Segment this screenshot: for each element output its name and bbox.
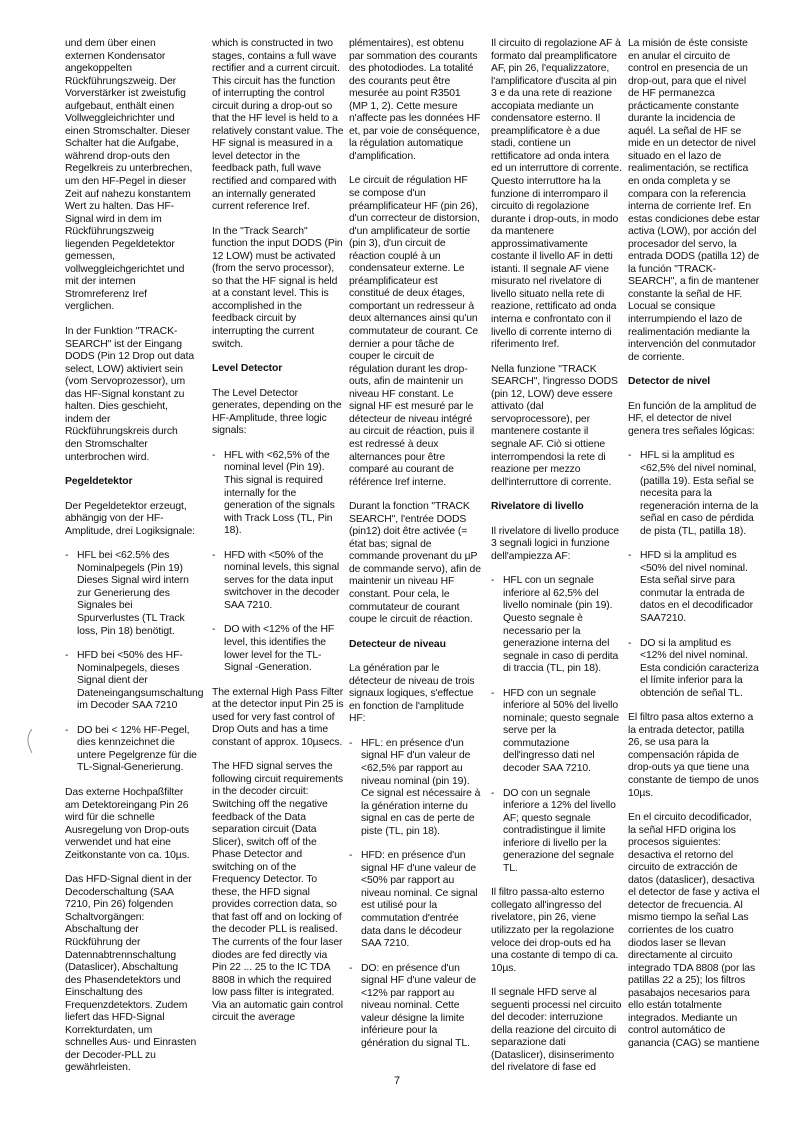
signal-list-item: - HFL with <62,5% of the nominal level (Pin 19). This signal is required internally for the generation of the signals with Track Loss (TL, Pin 18).: [212, 450, 344, 538]
paragraph: Il rivelatore di livello produce 3 segnali logici in funzione dell'ampiezza AF:: [491, 525, 619, 562]
paragraph: Das HFD-Signal dient in der Decoderschaltung (SAA 7210, Pin 26) folgenden Schaltvorgängen: Abschaltung der Rückführung der Datennabtrennschaltung (Dataslicer), Abschaltung des Phasendetektors und Einschaltung des Frequenzdetektors. Zudem liefert das HFD-Signal Korrekturdaten, um schnelles Aus- und Einrasten der Decoder-PLL zu gewährleisten.: [65, 874, 197, 1074]
paragraph: En función de la amplitud de HF, el detector de nivel genera tres señales lógicas:: [628, 400, 757, 437]
paragraph: plémentaires), est obtenu par sommation des courants des photodiodes. La totalité des courants peut être mesurée au point R3501 (MP 1, 2). Cette mesure n'affecte pas les données HF et, par voie de conséquence, la régulation automatique d'amplification.: [349, 38, 481, 162]
signal-list: [349, 738, 481, 1051]
section-heading: Detecteur de niveau: [349, 638, 446, 650]
paragraph: La génération par le détecteur de niveau de trois signaux logiques, s'effectue en fonction de l'amplitude HF:: [349, 663, 475, 725]
section-heading: Detector de nivel: [628, 376, 711, 388]
paragraph: In der Funktion "TRACK-SEARCH" ist der Eingang DODS (Pin 12 Drop out data select, LOW) aktiviert sein (vom Servoprozessor), um das HF-Signal konstant zu halten. Dies geschieht, indem der Rückführungskreis durch den Stromschalter unterbrochen wird.: [65, 326, 195, 463]
signal-list-item: - DO: en présence d'un signal HF d'une valeur de <12% par rapport au niveau nominal. Cette valeur désigne la limite inférieure pour la génération du signal TL.: [349, 963, 481, 1051]
column-french: [349, 38, 481, 1062]
paragraph: Durant la fonction "TRACK SEARCH", l'entrée DODS (pin12) doit être activée (= état bas; signal de commande provenant du µP de commande servo), afin de maintenir un niveau HF constant. Pour cela, le commutateur de courant coupe le circuit de réaction.: [349, 501, 481, 626]
signal-list-item: - DO con un segnale inferiore a 12% del livello AF; questo segnale contradistingue il limite inferiore di livello per la generazione del segnale TL.: [491, 788, 623, 876]
signal-list-item: - HFD con un segnale inferiore al 50% del livello nominale; questo segnale serve per la commutazione dell'ingresso dati nel decoder SAA 7210.: [491, 688, 623, 776]
signal-list-item: - HFL con un segnale inferiore al 62,5% del livello nominale (pin 19). Questo segnale è necessario per la generazione interna del segnale in caso di perdita di traccia (TL, pin 18).: [491, 575, 623, 675]
signal-list: [212, 450, 344, 675]
signal-list: [491, 575, 623, 875]
paragraph: Il filtro passa-alto esterno collegato all'ingresso del rivelatore, pin 26, viene utilizzato per la regolazione veloce dei drop-outs ed ha una costante di tempo di ca. 10µs.: [491, 887, 619, 974]
paragraph: En el circuito decodificador, la señal HFD origina los procesos siguientes: desactiva el retorno del circuito de extracción de datos (dataslicer), desactiva el detector de fase y activa el detector de frecuencia. Al mismo tiempo la señal Las corrientes de los cuatro diodos laser se llevan directamente al circuito integrado TDA 8808 (por las patillas 22 a 25); los filtros pasabajos necesarios para ello están totalmente integrados. Mediante un control automático de ganancia (CAG) se mantiene: [628, 812, 760, 1049]
signal-list-item: - HFD si la amplitud es <50% del nivel nominal. Esta señal sirve para conmutar la entrada de datos en el decodificador SAA7210.: [628, 550, 760, 625]
signal-list-item: - HFD: en présence d'un signal HF d'une valeur de <50% par rapport au niveau nominal. Ce signal est utilisé pour la commutation d'entrée data dans le décodeur SAA 7210.: [349, 850, 481, 950]
signal-list: [628, 450, 760, 700]
paragraph: La misión de éste consiste en anular el circuito de control en presencia de un drop-out, para que el nivel de HF permanezca prácticamente constante durante la incidencia de aquél. La señal de HF se mide en un detector de nivel situado en el lazo de realimentación, se rectifica en onda completa y se compara con la referencia interna de corriente Iref. En estas condiciones debe estar activa (LOW), por acción del procesador del servo, la entrada DODS (patilla 12) de la función "TRACK-SEARCH", a fin de mantener constante la señal de HF. Locual se consique interrumpiendo el lazo de realimentación mediante la intervención del conmutador de corriente.: [628, 38, 760, 363]
paragraph: The Level Detector generates, depending on the HF-Amplitude, three logic signals:: [212, 387, 342, 437]
margin-pencil-mark: [26, 728, 34, 754]
signal-list-item: - HFD bei <50% des HF-Nominalpegels, dieses Signal dient der Dateneingangsumschaltung im Decoder SAA 7210: [65, 650, 197, 713]
signal-list-item: - HFD with <50% of the nominal levels, this signal serves for the data input switchover in the decoder SAA 7210.: [212, 550, 344, 613]
column-italian: [491, 38, 623, 1087]
paragraph: In the "Track Search" function the input DODS (Pin 12 LOW) must be activated (from the servo processor), so that the HF signal is held at a constant level. This is accomplished in the feedback circuit by interrupting the current switch.: [212, 225, 343, 350]
page-number: 7: [393, 1075, 401, 1087]
section-heading: Level Detector: [212, 363, 283, 375]
paragraph: Le circuit de régulation HF se compose d'un préamplificateur HF (pin 26), d'un correcteur de distorsion, d'un amplificateur de sortie (pin 3), d'un circuit de réaction couplé à un condensateur externe. Le préamplificateur est constitué de deux étages, comportant un redresseur à deux alternances ainsi qu'un commutateur de courant. Ce dernier a pour tâche de couper le circuit de régulation durant les drop-outs, afin de maintenir un niveau HF constant. Le signal HF est mesuré par le détecteur de niveau intégré au circuit de réaction, puis il est redressé à deux alternances pour être comparé au courant de référence Iref interne.: [349, 175, 480, 488]
paragraph: Nella funzione "TRACK SEARCH", l'ingresso DODS (pin 12, LOW) deve essere attivato (dal servoprocessore), per mantenere costante il segnale AF. Ciò si ottiene interrompendosi la rete di reazione per mezzo dell'interruttore di corrente.: [491, 363, 618, 488]
column-english: [212, 38, 344, 1037]
paragraph: Der Pegeldetektor erzeugt, abhängig von der HF-Amplitude, drei Logiksignale:: [65, 500, 195, 537]
paragraph: Il circuito di regolazione AF à formato dal preamplificatore AF, pin 26, l'equalizzatore, l'amplificatore d'uscita al pin 3 e da una rete di reazione accopiata mediante un condensatore esterno. Il preamplificatore è a due stadi, contiene un rettificatore ad onda intera ed un interruttore di corrente. Questo interruttore ha la funzione di interromparo il circuito di regolazione durante i drop-outs, in modo da mantenere approssimativamente costante il livello AF in detti istanti. Il segnale AF viene misurato nel rivelatore di livello situato nella rete di reazione, rettificato ad onda interna e confrontato con il livello di corrente interno di riferimento Iref.: [491, 38, 622, 351]
paragraph: und dem über einen externen Kondensator angekoppelten Rückführungszweig. Der Vorverstärker ist zweistufig aufgebaut, enthält einen Vollweggleichrichter und einen Stromschalter. Dieser Schalter hat die Aufgabe, während drop-outs den Regelkreis zu unterbrechen, um den HF-Pegel in dieser Zeit auf nahezu konstantem Wert zu halten. Das HF-Signal wird in dem im Rückführungszweig liegenden Pegeldetektor gemessen, vollweggleichgerichtet und mit der internen Stromreferenz Iref verglichen.: [65, 38, 193, 313]
column-german: [65, 38, 204, 1087]
signal-list-item: - HFL bei <62.5% des Nominalpegels (Pin 19) Dieses Signal wird intern zur Generierung des Signales bei Spurverlustes (TL Track loss, Pin 18) benötigt.: [65, 550, 197, 638]
signal-list-item: - HFL: en présence d'un signal HF d'un valeur de <62,5% par rapport au niveau nominal (pin 19). Ce signal est nécessaire à la génération interne du signal en cas de perte de piste (TL, pin 18).: [349, 738, 481, 838]
section-heading: Rivelatore di livello: [491, 501, 584, 513]
signal-list-item: - DO bei < 12% HF-Pegel, dies kennzeichnet die untere Pegelgrenze für die TL-Signal-Generierung.: [65, 725, 197, 775]
signal-list-item: - DO si la amplitud es <12% del nivel nominal. Esta condición caracteriza el límite inferior para la obtención de señal TL.: [628, 638, 760, 701]
paragraph: The external High Pass Filter at the detector input Pin 25 is used for very fast control of Drop Outs and has a time constant of approx. 10µsecs.: [212, 686, 344, 748]
paragraph: Il segnale HFD serve al seguenti processi nel circuito del decoder: interruzione della reazione del circuito di separazione dati (Dataslicer), disinserimento del rivelatore di fase ed: [491, 987, 622, 1074]
signal-list-item: - HFL si la amplitud es <62,5% del nivel nominal, (patilla 19). Esta señal se necesita para la regeneración interna de la señal en caso de pérdida de pista (TL, patilla 18).: [628, 450, 760, 538]
paragraph: which is constructed in two stages, contains a full wave rectifier and a current circuit. This circuit has the function of interrupting the control circuit during a drop-out so that the HF level is held to a relatively constant value. The HF signal is measured in a level detector in the feedback path, full wave rectified and compared with an internally generated current reference Iref.: [212, 38, 344, 213]
signal-list: [65, 550, 204, 775]
paragraph: El filtro pasa altos externo a la entrada detector, patilla 26, se usa para la compensación rápida de drop-outs ya que tiene una constante de tiempo de unos 10µs.: [628, 712, 759, 799]
paragraph: The HFD signal serves the following circuit requirements in the decoder circuit: Switching off the negative feedback of the Data separation circuit (Data Slicer), switch off of the Phase Detector and switching on of the Frequency Detector. To these, the HFD signal provides correction data, so that fast off and on locking of the decoder PLL is realised. The currents of the four laser diodes are fed directly via Pin 22 ... 25 to the IC TDA 8808 in which the required low pass filter is integrated. Via an automatic gain control circuit the average: [212, 761, 343, 1024]
column-spanish: [628, 38, 760, 1062]
paragraph: Das externe Hochpaßfilter am Detektoreingang Pin 26 wird für die schnelle Ausregelung von Drop-outs verwendet und hat eine Zeitkonstante von ca. 10µs.: [65, 786, 190, 861]
section-heading: Pegeldetektor: [65, 476, 133, 488]
signal-list-item: - DO with <12% of the HF level, this identifies the lower level for the TL-Signal -Generation.: [212, 624, 344, 674]
